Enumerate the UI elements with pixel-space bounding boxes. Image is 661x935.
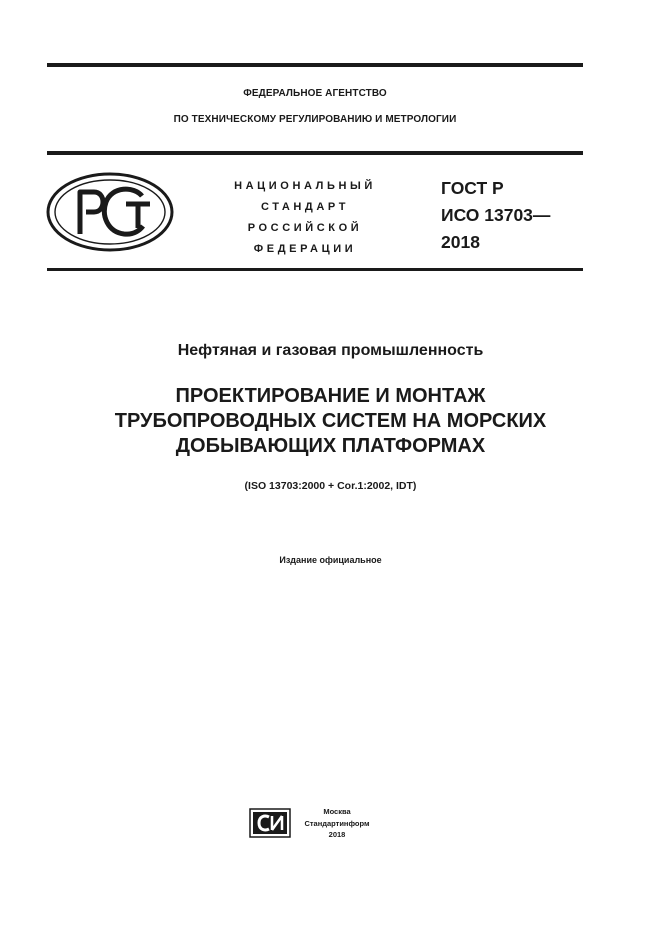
standard-type <box>205 176 405 260</box>
standartinform-logo-icon <box>249 808 291 838</box>
agency-name-line1: ФЕДЕРАЛЬНОЕ АГЕНТСТВО <box>243 88 387 99</box>
iso-reference: (ISO 13703:2000 + Cor.1:2002, IDT) <box>244 480 417 492</box>
publisher-info <box>296 806 378 841</box>
designation-line1: ГОСТ Р <box>441 178 504 198</box>
rosstandart-pct-seal-icon <box>46 172 174 252</box>
industry-heading: Нефтяная и газовая промышленность <box>177 342 484 359</box>
agency-name-line2: ПО ТЕХНИЧЕСКОМУ РЕГУЛИРОВАНИЮ И МЕТРОЛОГИИ <box>173 114 457 125</box>
top-rule <box>47 63 583 67</box>
document-title <box>0 384 661 459</box>
header-bottom-rule <box>47 268 583 271</box>
designation-line3: 2018 <box>441 232 480 252</box>
header-rule <box>47 151 583 155</box>
publisher-year: 2018 <box>328 830 346 839</box>
standard-type-line3: РОССИЙСКОЙ <box>247 222 363 234</box>
edition-label: Издание официальное <box>279 555 382 565</box>
title-line3: ДОБЫВАЮЩИХ ПЛАТФОРМАХ <box>175 435 486 457</box>
standard-type-line2: СТАНДАРТ <box>260 201 350 213</box>
publisher-city: Москва <box>323 807 351 816</box>
title-line1: ПРОЕКТИРОВАНИЕ И МОНТАЖ <box>175 385 486 407</box>
standard-designation <box>441 175 550 256</box>
standard-type-line1: НАЦИОНАЛЬНЫЙ <box>234 180 376 192</box>
standard-type-line4: ФЕДЕРАЦИИ <box>253 243 357 255</box>
title-line2: ТРУБОПРОВОДНЫХ СИСТЕМ НА МОРСКИХ <box>114 410 547 432</box>
publisher-name: Стандартинформ <box>304 818 370 828</box>
designation-line2: ИСО 13703— <box>441 205 551 225</box>
